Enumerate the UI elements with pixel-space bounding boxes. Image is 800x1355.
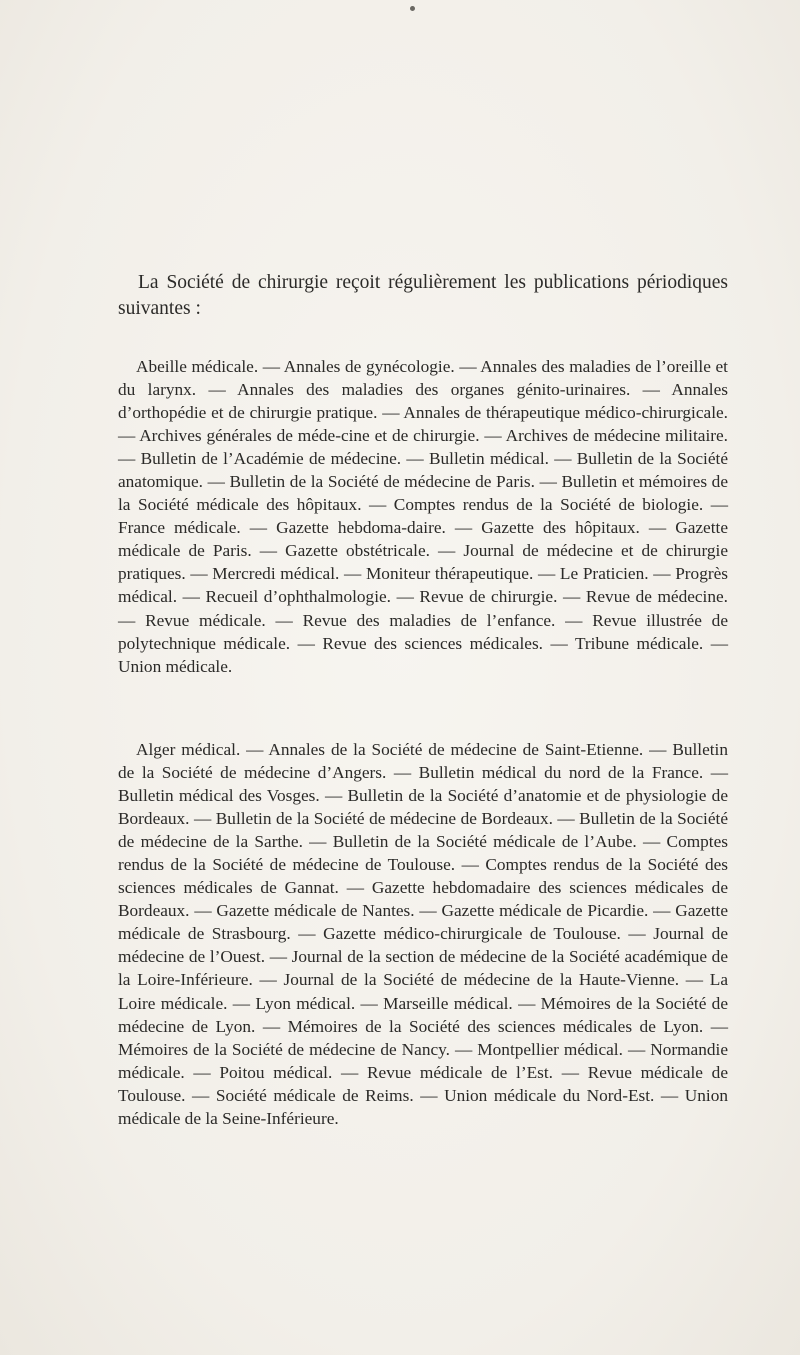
intro-text: La Société de chirurgie reçoit régulièrement les publications périodiques suivantes :	[118, 272, 728, 319]
ink-speck	[410, 6, 415, 11]
regional-publications-paragraph: Alger médical. — Annales de la Société de médecine de Saint-Etienne. — Bulletin de la Société de médecine d’Angers. — Bulletin médical du nord de la France. — Bulletin médical des Vosges. — Bulletin de la Société d’anatomie et de physiologie de Bordeaux. — Bulletin de la Société de médecine de Bordeaux. — Bulletin de la Société de médecine de la Sarthe. — Bulletin de la Société médicale de l’Aube. — Comptes rendus de la Société de médecine de Toulouse. — Comptes rendus de la Société des sciences médicales de Gannat. — Gazette hebdomadaire des sciences médicales de Bordeaux. — Gazette médicale de Nantes. — Gazette médicale de Picardie. — Gazette médicale de Strasbourg. — Gazette médico-chirurgicale de Toulouse. — Journal de médecine de l’Ouest. — Journal de la section de médecine de la Société académique de la Loire-Inférieure. — Journal de la Société de médecine de la Haute-Vienne. — La Loire médicale. — Lyon médical. — Marseille médical. — Mémoires de la Société de médecine de Lyon. — Mémoires de la Société des sciences médicales de Lyon. — Mémoires de la Société de médecine de Nancy. — Montpellier médical. — Normandie médicale. — Poitou médical. — Revue médicale de l’Est. — Revue médicale de Toulouse. — Société médicale de Reims. — Union médicale du Nord-Est. — Union médicale de la Seine-Inférieure.	[118, 740, 728, 1128]
national-publications-paragraph: Abeille médicale. — Annales de gynécologie. — Annales des maladies de l’oreille et du larynx. — Annales des maladies des organes génito-urinaires. — Annales d’orthopédie et de chirurgie pratique. — Annales de thérapeutique médico-chirurgicale. — Archives générales de méde-cine et de chirurgie. — Archives de médecine militaire. — Bulletin de l’Académie de médecine. — Bulletin médical. — Bulletin de la Société anatomique. — Bulletin de la Société de médecine de Paris. — Bulletin et mémoires de la Société médicale des hôpitaux. — Comptes rendus de la Société de biologie. — France médicale. — Gazette hebdoma-daire. — Gazette des hôpitaux. — Gazette médicale de Paris. — Gazette obstétricale. — Journal de médecine et de chirurgie pratiques. — Mercredi médical. — Moniteur thérapeutique. — Le Praticien. — Progrès médical. — Recueil d’ophthalmologie. — Revue de chirurgie. — Revue de médecine. — Revue médicale. — Revue des maladies de l’enfance. — Revue illustrée de polytechnique médicale. — Revue des sciences médicales. — Tribune médicale. — Union médicale.	[118, 357, 728, 676]
